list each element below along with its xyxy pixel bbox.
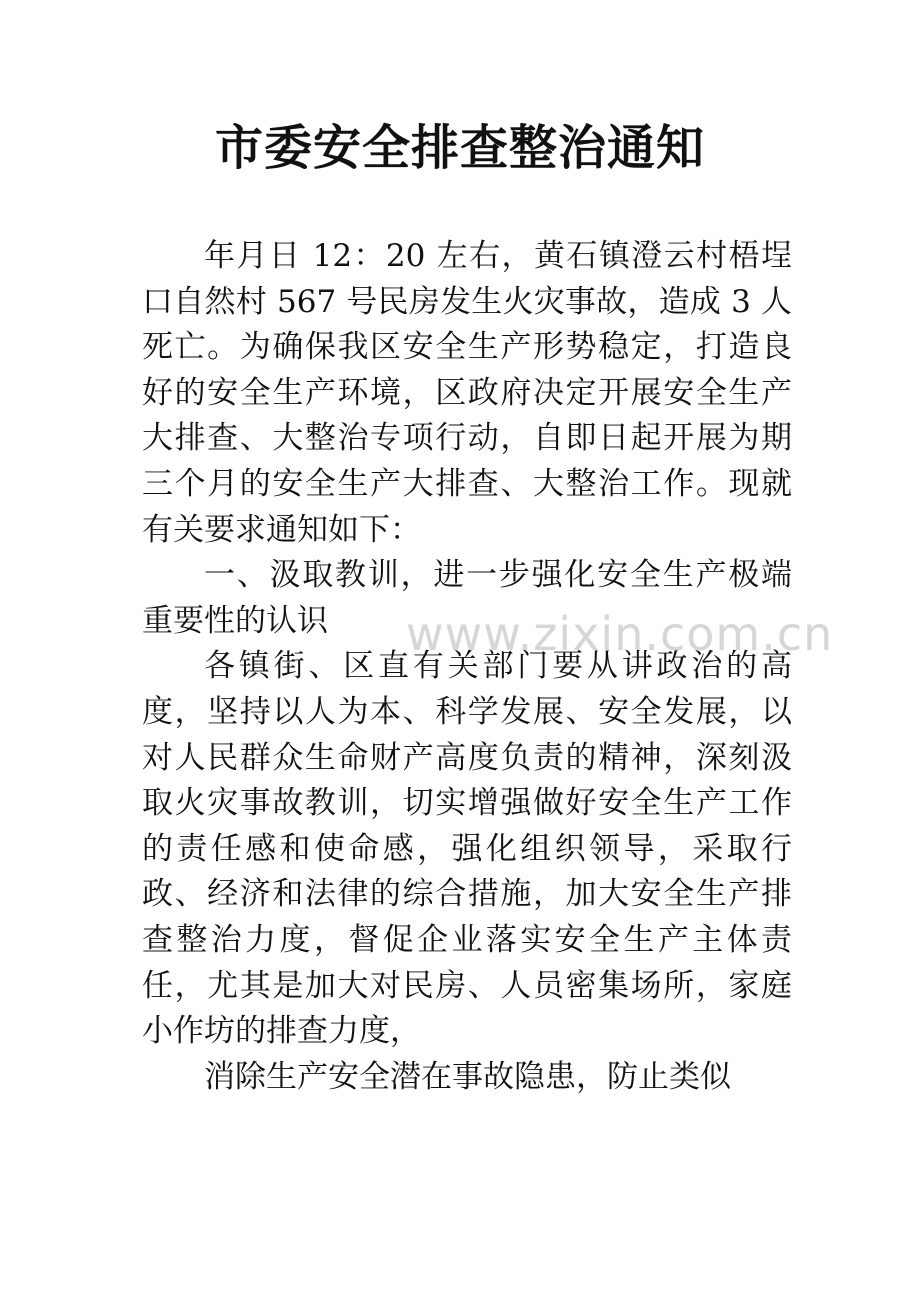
document-title: 市委安全排查整治通知 xyxy=(214,120,705,176)
paragraph-section-heading-1: 一、汲取教训，进一步强化安全生产极端重要性的认识 xyxy=(142,557,792,639)
paragraph-section-1-body: 各镇街、区直有关部门要从讲政治的高度，坚持以人为本、科学发展、安全发展，以对人民群众生命财产高度负责的精神，深刻汲取火灾事故教训，切实增强做好安全生产工作的责任感和使命感，强化组织领导，采取行政、经济和法律的综合措施，加大安全生产排查整治力度，督促企业落实安全生产主体责任，尤其是加大对民房、人员密集场所，家庭小作坊的排查力度， xyxy=(142,648,792,1050)
watermark: www.zixin.com.cn xyxy=(406,607,834,661)
document-body xyxy=(142,234,792,1100)
paragraph-intro: 年月日 12：20 左右，黄石镇澄云村梧埕口自然村 567 号民房发生火灾事故，造成 3 人死亡。为确保我区安全生产形势稳定，打造良好的安全生产环境，区政府决定开展安全生产大排查、大整治专项行动，自即日起开展为期三个月的安全生产大排查、大整治工作。现就有关要求通知如下： xyxy=(142,238,792,548)
paragraph-continuation: 消除生产安全潜在事故隐患，防止类似 xyxy=(204,1058,731,1095)
